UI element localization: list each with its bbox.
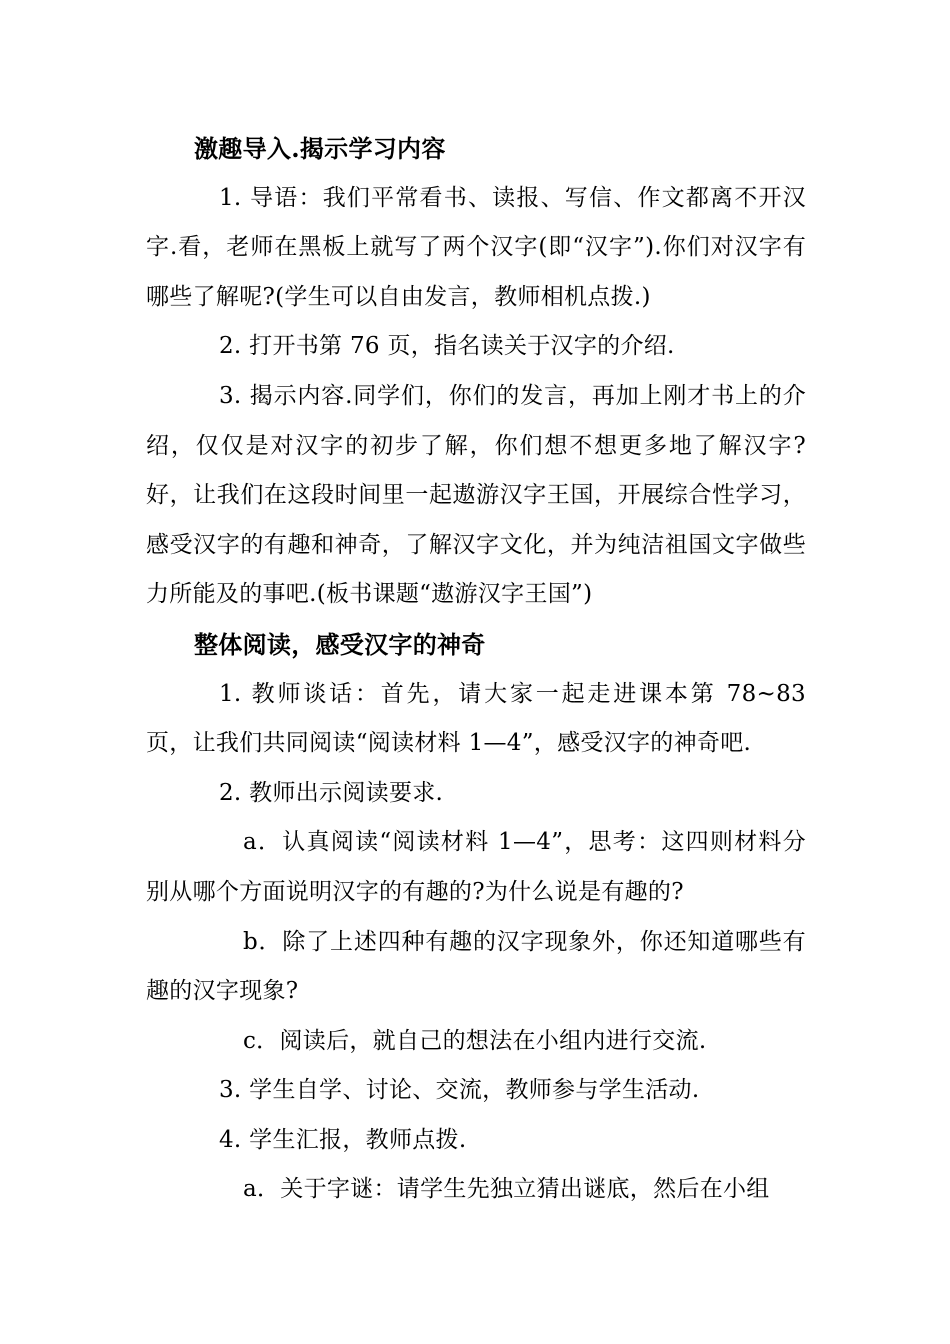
paragraph-reading-1: 1. 教师谈话：首先，请大家一起走进课本第 78~83 页，让我们共同阅读“阅读材料 1—4”，感受汉字的神奇吧.	[146, 680, 806, 757]
paragraph-riddle-a: a．关于字谜：请学生先独立猜出谜底，然后在小组	[243, 1176, 770, 1203]
paragraph-intro-3: 3. 揭示内容.同学们，你们的发言，再加上刚才书上的介绍，仅仅是对汉字的初步了解，你们想不想更多地了解汉字?好，让我们在这段时间里一起遨游汉字王国，开展综合性学习，感受汉字的有趣和神奇，了解汉字文化，并为纯洁祖国文字做些力所能及的事吧.(板书课题“遨游汉字王国”)	[146, 382, 806, 608]
section-heading-reading: 整体阅读，感受汉字的神奇	[194, 629, 486, 659]
section-heading-intro: 激趣导入.揭示学习内容	[194, 134, 446, 163]
paragraph-reading-2: 2. 教师出示阅读要求.	[219, 779, 444, 806]
paragraph-requirement-c: c．阅读后，就自己的想法在小组内进行交流.	[243, 1027, 707, 1054]
paragraph-reading-3: 3. 学生自学、讨论、交流，教师参与学生活动.	[219, 1077, 700, 1104]
paragraph-intro-1: 1. 导语：我们平常看书、读报、写信、作文都离不开汉字.看，老师在黑板上就写了两个汉字(即“汉字”).你们对汉字有哪些了解呢?(学生可以自由发言，教师相机点拨.)	[146, 184, 806, 310]
paragraph-reading-4: 4. 学生汇报，教师点拨.	[219, 1126, 467, 1153]
paragraph-intro-2: 2. 打开书第 76 页，指名读关于汉字的介绍.	[219, 333, 675, 360]
paragraph-requirement-a: a．认真阅读“阅读材料 1—4”，思考：这四则材料分别从哪个方面说明汉字的有趣的?为什么说是有趣的?	[146, 829, 806, 905]
paragraph-requirement-b: b．除了上述四种有趣的汉字现象外，你还知道哪些有趣的汉字现象?	[146, 928, 806, 1005]
document-body	[146, 124, 806, 1215]
